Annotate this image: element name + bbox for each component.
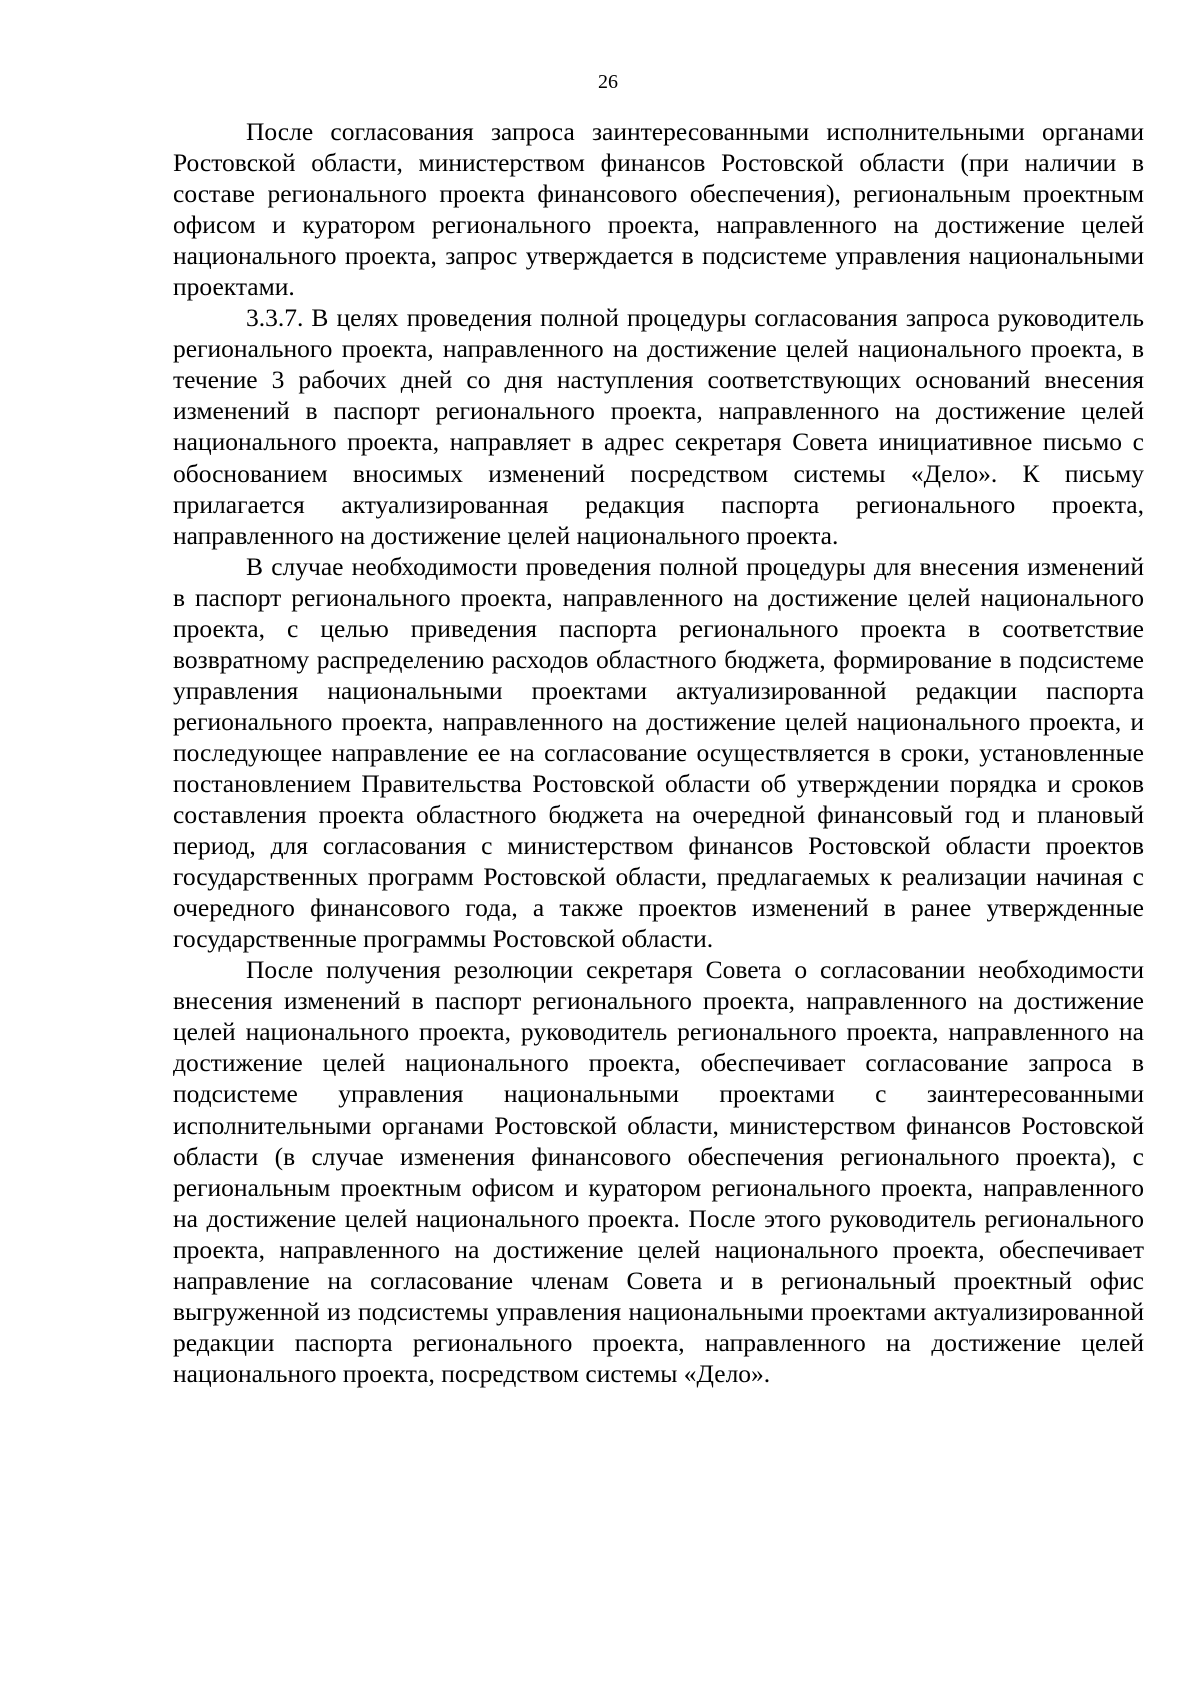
paragraph-budget-redistribution: В случае необходимости проведения полной процедуры для внесения изменений в паспорт регионального проекта, направленного на достижение целей национального проекта, с целью приведения паспорта регионального проекта в соответствие возвратному распределению расходов областного бюджета, формирование в подсистеме управления национальными проектами актуализированной редакции паспорта регионального проекта, направленного на достижение целей национального проекта, и последующее направление ее на согласование осуществляется в сроки, установленные постановлением Правительства Ростовской области об утверждении порядка и сроков составления проекта областного бюджета на очередной финансовый год и плановый период, для согласования с министерством финансов Ростовской области проектов государственных программ Ростовской области, предлагаемых к реализации начиная с очередного финансового года, а также проектов изменений в ранее утвержденные государственные программы Ростовской области.: [173, 551, 1144, 954]
paragraph-approval-after-agreement: После согласования запроса заинтересованными исполнительными органами Ростовской области, министерством финансов Ростовской области (при наличии в составе регионального проекта финансового обеспечения), региональным проектным офисом и куратором регионального проекта, направленного на достижение целей национального проекта, запрос утверждается в подсистеме управления национальными проектами.: [173, 117, 1144, 302]
paragraph-after-resolution: После получения резолюции секретаря Совета о согласовании необходимости внесения изменений в паспорт регионального проекта, направленного на достижение целей национального проекта, руководитель регионального проекта, направленного на достижение целей национального проекта, обеспечивает согласование запроса в подсистеме управления национальными проектами с заинтересованными исполнительными органами Ростовской области, министерством финансов Ростовской области (в случае изменения финансового обеспечения регионального проекта), с региональным проектным офисом и куратором регионального проекта, направленного на достижение целей национального проекта. После этого руководитель регионального проекта, направленного на достижение целей национального проекта, обеспечивает направление на согласование членам Совета и в региональный проектный офис выгруженной из подсистемы управления национальными проектами актуализированной редакции паспорта регионального проекта, направленного на достижение целей национального проекта, посредством системы «Дело».: [173, 955, 1144, 1388]
document-body: [173, 116, 1144, 1389]
paragraph-3-3-7-full-procedure: 3.3.7. В целях проведения полной процедуры согласования запроса руководитель регионального проекта, направленного на достижение целей национального проекта, в течение 3 рабочих дней со дня наступления соответствующих оснований внесения изменений в паспорт регионального проекта, направленного на достижение целей национального проекта, направляет в адрес секретаря Совета инициативное письмо с обоснованием вносимых изменений посредством системы «Дело». К письму прилагается актуализированная редакция паспорта регионального проекта, направленного на достижение целей национального проекта.: [173, 303, 1144, 550]
page-number: 26: [598, 71, 618, 93]
